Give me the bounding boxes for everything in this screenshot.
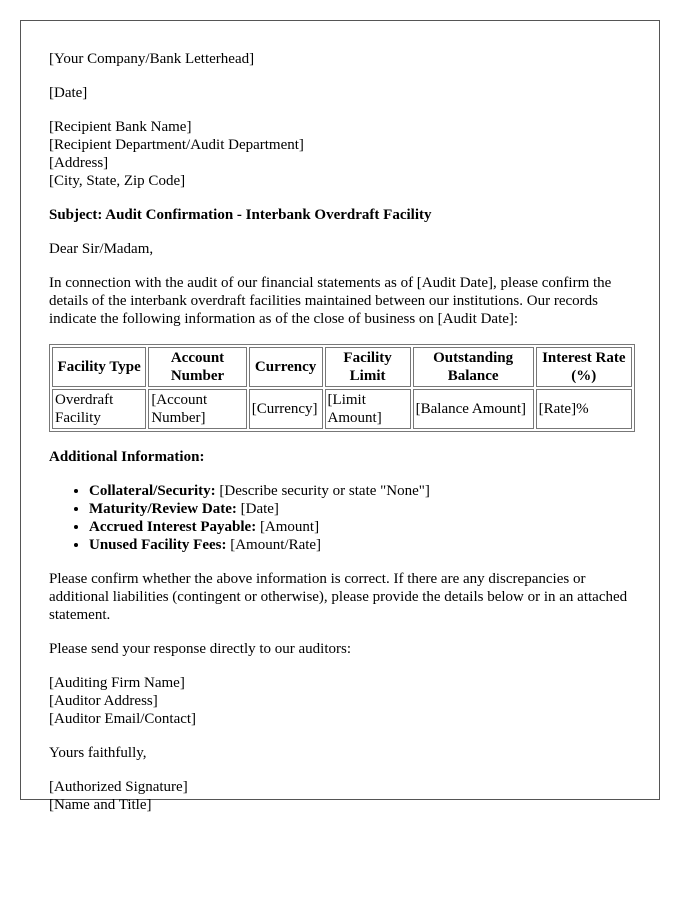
header-account-number: Account Number [148,347,246,387]
list-item [89,518,639,536]
item-value: [Describe security or state "None"] [215,483,430,499]
send-paragraph: Please send your response directly to our auditors: [49,641,352,657]
cell-outstanding-balance: [Balance Amount] [413,389,534,429]
cell-currency: [Currency] [249,389,323,429]
name-and-title: [Name and Title] [49,797,152,813]
table-header-row [52,347,632,387]
recipient-bank-name: [Recipient Bank Name] [49,119,192,135]
closing: Yours faithfully, [49,745,147,761]
cell-facility-limit: [Limit Amount] [325,389,411,429]
recipient-address [49,118,639,190]
letterhead: [Your Company/Bank Letterhead] [49,51,255,67]
auditor-details [49,674,639,728]
auditor-address: [Auditor Address] [49,693,158,709]
cell-interest-rate: [Rate]% [536,389,632,429]
letter-page [20,20,660,813]
authorized-signature: [Authorized Signature] [49,779,188,795]
item-label: Maturity/Review Date: [89,501,237,517]
header-outstanding-balance: Outstanding Balance [413,347,534,387]
signature-block [49,778,639,814]
letter-content [49,50,639,830]
cell-account-number: [Account Number] [148,389,246,429]
facility-table [49,344,635,432]
item-label: Collateral/Security: [89,483,216,499]
salutation: Dear Sir/Madam, [49,241,154,257]
item-value: [Amount] [256,519,320,535]
cell-facility-type: Overdraft Facility [52,389,146,429]
recipient-department: [Recipient Department/Audit Department] [49,137,304,153]
intro-paragraph: In connection with the audit of our financial statements as of [Audit Date], please confirm the details of the interbank overdraft facilities maintained between our institutions. Our records indicate the following information as of the close of business on [Audit Date]: [49,275,612,327]
subject-line: Subject: Audit Confirmation - Interbank Overdraft Facility [49,207,432,223]
header-currency: Currency [249,347,323,387]
letter-date: [Date] [49,85,88,101]
list-item [89,500,639,518]
additional-info-list [49,482,639,554]
header-facility-type: Facility Type [52,347,146,387]
table-row [52,389,632,429]
item-label: Accrued Interest Payable: [89,519,257,535]
recipient-city-state-zip: [City, State, Zip Code] [49,173,186,189]
additional-info-title: Additional Information: [49,449,205,465]
item-value: [Date] [236,501,279,517]
auditor-contact: [Auditor Email/Contact] [49,711,197,727]
auditor-firm: [Auditing Firm Name] [49,675,185,691]
header-facility-limit: Facility Limit [325,347,411,387]
list-item [89,482,639,500]
recipient-address-line: [Address] [49,155,109,171]
list-item [89,536,639,554]
item-value: [Amount/Rate] [226,537,322,553]
item-label: Unused Facility Fees: [89,537,227,553]
confirm-paragraph: Please confirm whether the above information is correct. If there are any discrepancies or additional liabilities (contingent or otherwise), please provide the details below or in an attached statement. [49,571,628,623]
header-interest-rate: Interest Rate (%) [536,347,632,387]
